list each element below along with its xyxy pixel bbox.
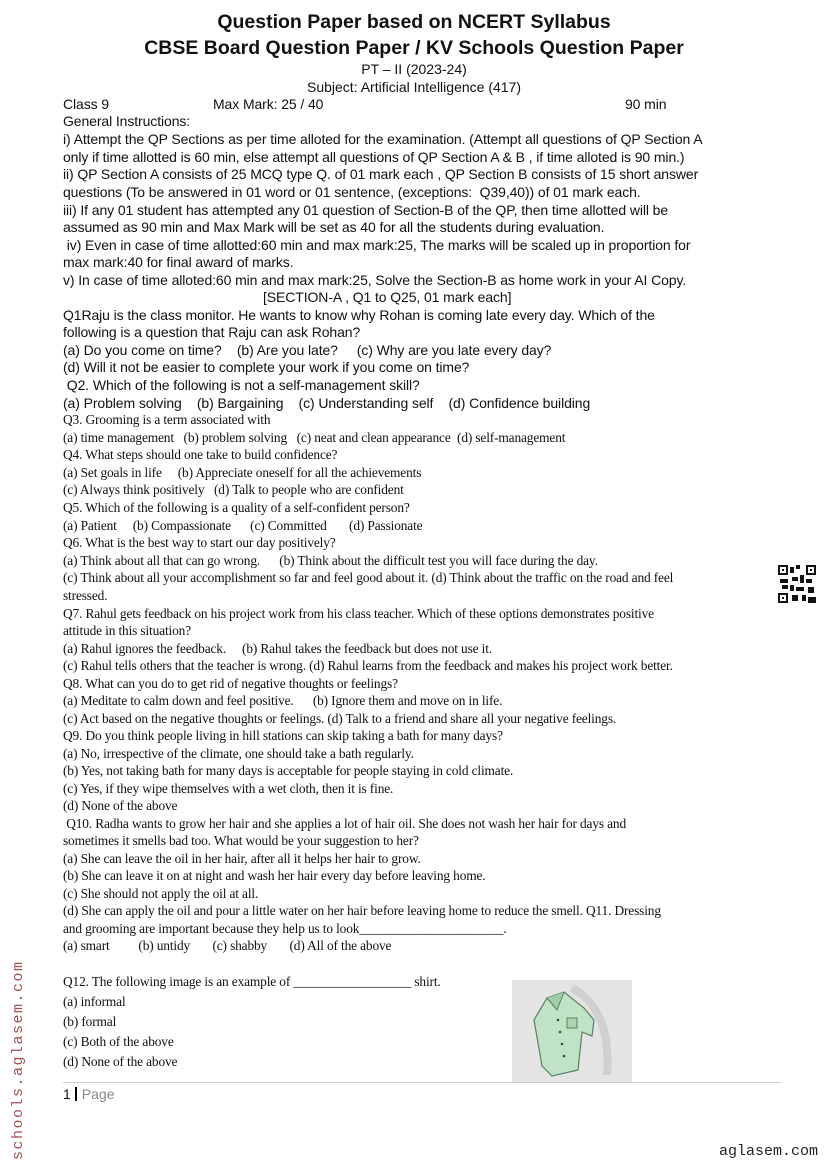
question-line: Q6. What is the best way to start our day positively? [63, 535, 336, 550]
title-line-2: CBSE Board Question Paper / KV Schools Question Paper [144, 37, 684, 59]
question-line: Q9. Do you think people living in hill stations can skip taking a bath for many days? [63, 728, 503, 743]
question-line: (c) Both of the above [63, 1034, 174, 1049]
question-line: Q1Raju is the class monitor. He wants to know why Rohan is coming late every day. Which of the [63, 307, 655, 323]
page-label: Page [81, 1086, 115, 1102]
instruction-line: assumed as 90 min and Max Mark will be set as 40 for all the students during evaluation. [63, 219, 605, 235]
question-line: Q8. What can you do to get rid of negative thoughts or feelings? [63, 676, 398, 691]
question-line: (a) She can leave the oil in her hair, after all it helps her hair to grow. [63, 851, 421, 866]
instructions-heading: General Instructions: [63, 113, 191, 129]
question-line: (c) She should not apply the oil at all. [63, 886, 259, 901]
question-line: (c) Always think positively (d) Talk to people who are confident [63, 482, 404, 497]
question-line: (a) informal [63, 994, 126, 1009]
question-line: Q2. Which of the following is not a self-management skill? [63, 377, 420, 393]
shirt-image [512, 980, 632, 1082]
question-line: (a) Set goals in life (b) Appreciate oneself for all the achievements [63, 465, 422, 480]
question-line: (d) None of the above [63, 798, 178, 813]
question-line: (a) Rahul ignores the feedback. (b) Rahul takes the feedback but does not use it. [63, 641, 492, 656]
question-line: and grooming are important because they help us to look______________________. [63, 921, 507, 936]
section-heading: [SECTION-A , Q1 to Q25, 01 mark each] [263, 289, 512, 305]
question-line: following is a question that Raju can ask Rohan? [63, 324, 361, 340]
question-line: (a) time management (b) problem solving (c) neat and clean appearance (d) self-management [63, 430, 566, 445]
time-allowed: 90 min [625, 96, 667, 112]
page-number: 1 [63, 1086, 71, 1102]
instruction-line: max mark:40 for final award of marks. [63, 254, 294, 270]
question-line: (b) formal [63, 1014, 117, 1029]
instruction-line: questions (To be answered in 01 word or 01 sentence, (exceptions: Q39,40)) of 01 mark each. [63, 184, 641, 200]
side-watermark: schools.aglasem.com [10, 960, 27, 1160]
question-line: attitude in this situation? [63, 623, 191, 638]
question-line: (a) Do you come on time? (b) Are you late? (c) Why are you late every day? [63, 342, 552, 358]
title-line-1: Question Paper based on NCERT Syllabus [217, 11, 611, 33]
exam-name: PT – II (2023-24) [361, 61, 467, 77]
instruction-line: only if time allotted is 60 min, else attempt all questions of QP Section A & B , if time alloted is 90 min.) [63, 149, 685, 165]
question-line: (c) Rahul tells others that the teacher is wrong. (d) Rahul learns from the feedback and makes his project work better. [63, 658, 673, 673]
instruction-line: ii) QP Section A consists of 25 MCQ type Q. of 01 mark each , QP Section B consists of 15 short answer [63, 166, 699, 182]
bottom-watermark: aglasem.com [718, 1143, 818, 1160]
footer-divider [63, 1082, 781, 1083]
qr-code [778, 565, 816, 603]
instruction-line: iv) Even in case of time allotted:60 min and max mark:25, The marks will be scaled up in proportion for [63, 237, 691, 253]
question-line: Q4. What steps should one take to build confidence? [63, 447, 338, 462]
instruction-line: i) Attempt the QP Sections as per time alloted for the examination. (Attempt all questions of QP Section A [63, 131, 703, 147]
question-line: (b) Yes, not taking bath for many days is acceptable for people staying in cold climate. [63, 763, 514, 778]
question-line: (d) None of the above [63, 1054, 178, 1069]
question-line: (c) Think about all your accomplishment so far and feel good about it. (d) Think about the traffic on the road and feel [63, 570, 674, 585]
question-line: (d) She can apply the oil and pour a little water on her hair before leaving home to reduce the smell. Q11. Dressing [63, 903, 661, 918]
question-line: (a) No, irrespective of the climate, one should take a bath regularly. [63, 746, 414, 761]
question-line: (a) Meditate to calm down and feel positive. (b) Ignore them and move on in life. [63, 693, 503, 708]
question-line: (b) She can leave it on at night and wash her hair every day before leaving home. [63, 868, 486, 883]
instruction-line: v) In case of time alloted:60 min and max mark:25, Solve the Section-B as home work in your AI Copy. [63, 272, 687, 288]
max-mark: Max Mark: 25 / 40 [213, 96, 324, 112]
question-line: Q7. Rahul gets feedback on his project work from his class teacher. Which of these options demonstrates positive [63, 606, 654, 621]
page-footer [63, 1086, 115, 1102]
subject: Subject: Artificial Intelligence (417) [307, 79, 521, 95]
question-line: Q3. Grooming is a term associated with [63, 412, 271, 427]
question-line: stressed. [63, 588, 108, 603]
question-line: Q5. Which of the following is a quality of a self-confident person? [63, 500, 410, 515]
question-line: (d) Will it not be easier to complete your work if you come on time? [63, 359, 470, 375]
class-label: Class 9 [63, 96, 109, 112]
question-line: (a) smart (b) untidy (c) shabby (d) All of the above [63, 938, 392, 953]
question-line: (c) Yes, if they wipe themselves with a wet cloth, then it is fine. [63, 781, 394, 796]
question-line: (a) Problem solving (b) Bargaining (c) Understanding self (d) Confidence building [63, 395, 591, 411]
question-line: Q12. The following image is an example of __________________ shirt. [63, 974, 441, 989]
question-line: (a) Patient (b) Compassionate (c) Committed (d) Passionate [63, 518, 423, 533]
question-line: (c) Act based on the negative thoughts or feelings. (d) Talk to a friend and share all your negative feelings. [63, 711, 617, 726]
instruction-line: iii) If any 01 student has attempted any 01 question of Section-B of the QP, then time allotted will be [63, 202, 669, 218]
question-line: sometimes it smells bad too. What would be your suggestion to her? [63, 833, 419, 848]
question-line: (a) Think about all that can go wrong. (b) Think about the difficult test you will face during the day. [63, 553, 598, 568]
question-line: Q10. Radha wants to grow her hair and she applies a lot of hair oil. She does not wash her hair for days and [63, 816, 627, 831]
footer-separator [75, 1087, 77, 1101]
